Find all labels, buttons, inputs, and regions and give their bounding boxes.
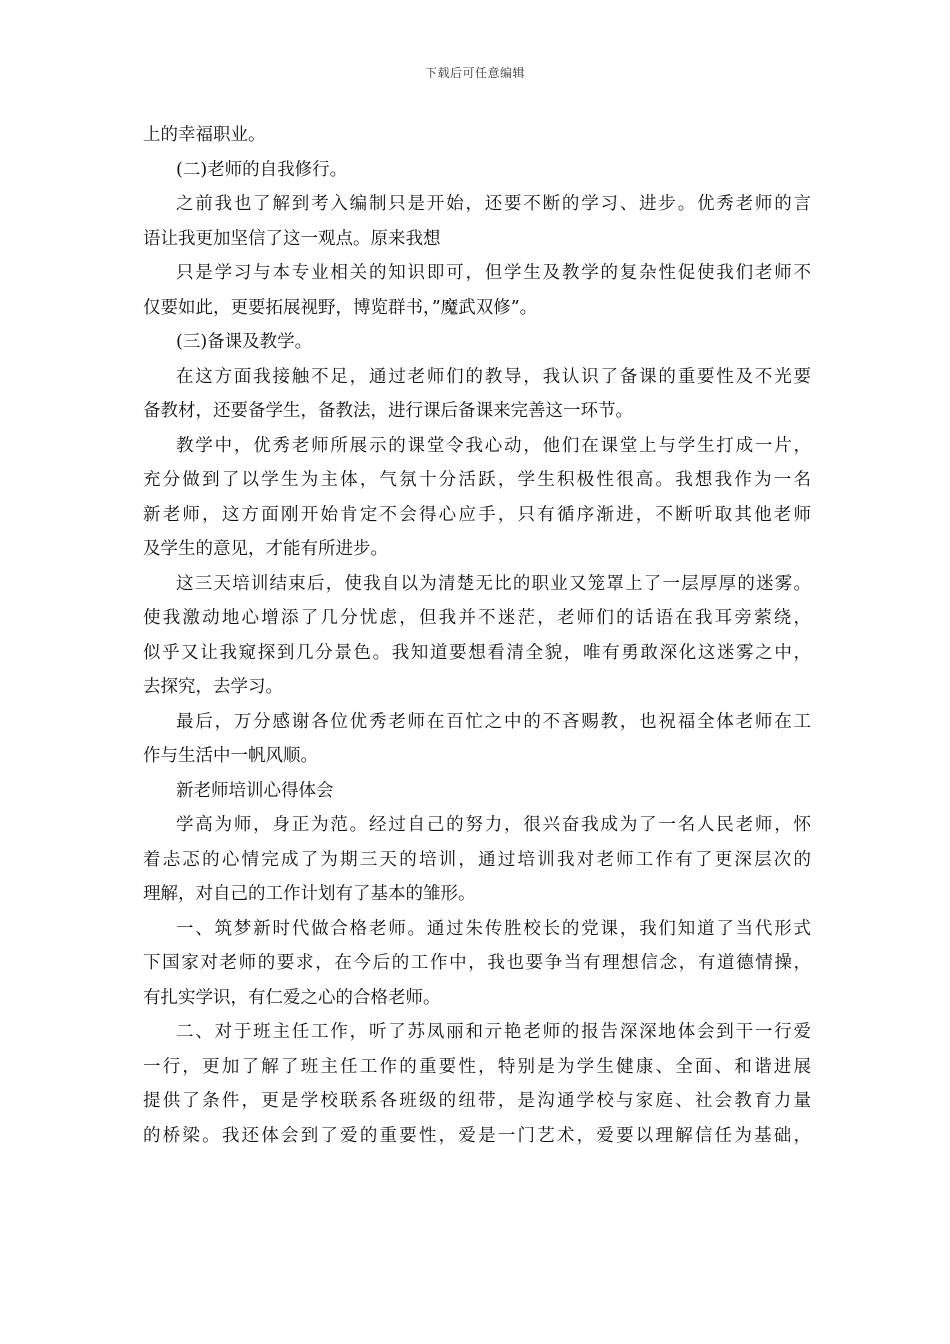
section-heading: (二)老师的自我修行。 [176,159,348,180]
text-line: 及学生的意见，才能有所进步。 [143,539,388,559]
page-header: 下载后可任意编辑 [424,66,525,80]
text-line: 的桥梁。我还体会到了爱的重要性，爱是一门艺术，爱要以理解信任为基础， [143,1125,811,1146]
text-line: 有扎实学识，有仁爱之心的合格老师。 [143,987,441,1008]
text-line: 这三天培训结束后，使我自以为清楚无比的职业又笼罩上了一层厚厚的迷雾。 [176,573,811,594]
text-line: 理解，对自己的工作计划有了基本的雏形。 [143,884,476,904]
text-line: 新老师，这方面刚开始肯定不会得心应手，只有循序渐进，不断听取其他老师 [143,504,811,525]
text-line: 在这方面我接触不足，通过老师们的教导，我认识了备课的重要性及不光要 [176,366,811,387]
text-line: 去探究，去学习。 [143,677,283,697]
text-line: 仅要如此，更要拓展视野，博览群书，”魔武双修”。 [143,297,538,318]
text-line: 作与生活中一帆风顺。 [143,746,318,766]
text-line: 提供了条件，更是学校联系各班级的纽带，是沟通学校与家庭、社会教育力量 [143,1091,811,1111]
document-body [143,118,811,1153]
text-line: 备教材，还要备学生，备教法，进行课后备课来完善这一环节。 [143,401,633,421]
section-heading: (三)备课及教学。 [176,332,313,352]
text-line: 下国家对老师的要求，在今后的工作中，我也要争当有理想信念，有道德情操， [143,953,811,973]
text-line: 最后，万分感谢各位优秀老师在百忙之中的不吝赐教，也祝福全体老师在工 [176,711,811,732]
text-line: 充分做到了以学生为主体，气氛十分活跃，学生积极性很高。我想我作为一名 [143,470,811,490]
text-line: 只是学习与本专业相关的知识即可，但学生及教学的复杂性促使我们老师不 [176,263,811,283]
text-line: 着忐忑的心情完成了为期三天的培训，通过培训我对老师工作有了更深层次的 [143,849,811,870]
text-line: 使我激动地心增添了几分忧虑，但我并不迷茫，老师们的话语在我耳旁萦绕， [143,608,811,628]
text-line: 似乎又让我窥探到几分景色。我知道要想看清全貌，唯有勇敢深化这迷雾之中， [143,642,811,663]
text-line: 上的幸福职业。 [143,125,266,145]
text-line: 一行，更加了解了班主任工作的重要性，特别是为学生健康、全面、和谐进展 [143,1056,811,1077]
text-line: 教学中，优秀老师所展示的课堂令我心动，他们在课堂上与学生打成一片， [176,435,811,456]
article-title: 新老师培训心得体会 [176,780,334,801]
text-line: 学高为师，身正为范。经过自己的努力，很兴奋我成为了一名人民老师，怀 [176,815,811,835]
text-line: 之前我也了解到考入编制只是开始，还要不断的学习、进步。优秀老师的言 [176,194,811,214]
text-line: 一、筑梦新时代做合格老师。通过朱传胜校长的党课，我们知道了当代形式 [176,918,811,939]
text-line: 语让我更加坚信了这一观点。原来我想 [143,228,441,249]
text-line: 二、对于班主任工作，听了苏凤丽和亓艳老师的报告深深地体会到干一行爱 [176,1022,811,1042]
